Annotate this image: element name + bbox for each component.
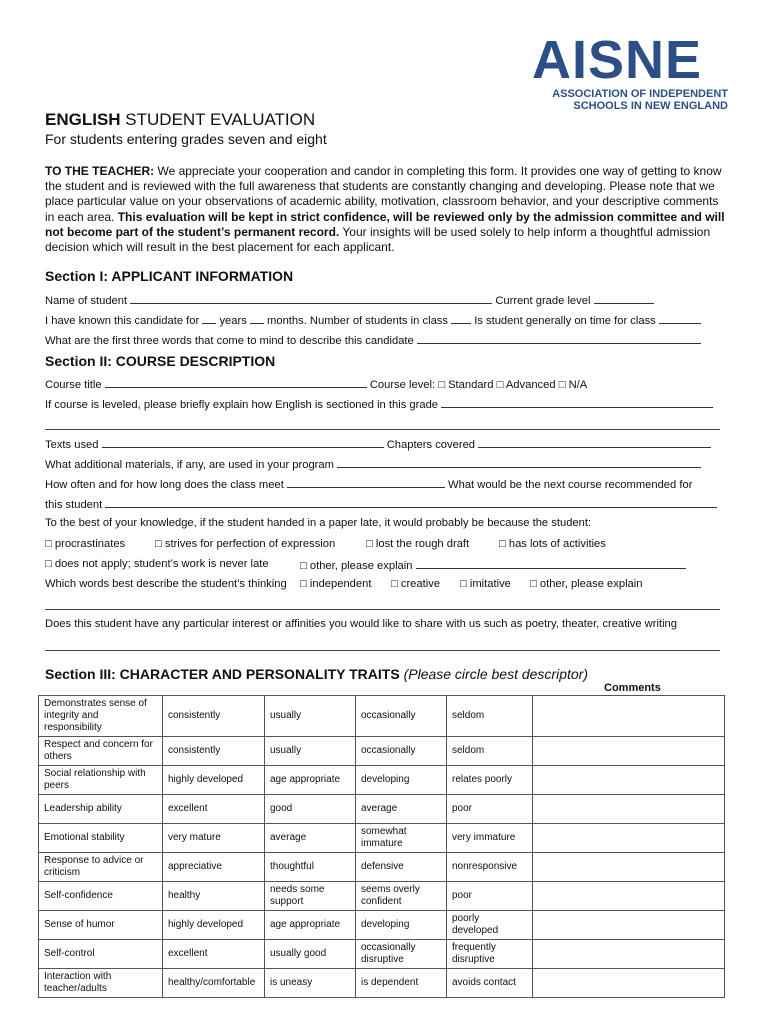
- trait-label: Self-control: [39, 940, 163, 969]
- years-field[interactable]: [202, 313, 216, 324]
- trait-descriptor[interactable]: occasionally: [356, 696, 447, 737]
- section-2-heading: Section II: COURSE DESCRIPTION: [45, 353, 276, 369]
- trait-descriptor[interactable]: developing: [356, 766, 447, 795]
- trait-descriptor[interactable]: thoughtful: [265, 853, 356, 882]
- comments-cell[interactable]: [533, 911, 725, 940]
- trait-descriptor[interactable]: occasionally: [356, 737, 447, 766]
- trait-descriptor[interactable]: highly developed: [163, 766, 265, 795]
- section-1-heading: Section I: APPLICANT INFORMATION: [45, 268, 294, 284]
- thinking-option[interactable]: □ other, please explain: [530, 578, 643, 590]
- class-size-field[interactable]: [451, 313, 471, 324]
- trait-label: Leadership ability: [39, 795, 163, 824]
- trait-descriptor[interactable]: consistently: [163, 737, 265, 766]
- trait-descriptor[interactable]: very mature: [163, 824, 265, 853]
- on-time-field[interactable]: [659, 313, 701, 324]
- trait-label: Emotional stability: [39, 824, 163, 853]
- teacher-instructions: TO THE TEACHER: We appreciate your cooperation and candor in completing this form. It provides one way of getting to know the student and is reviewed with the full awareness that students are constantly changing and developing. Please note that we place particular value on your observations of academic ability, motivation, classroom behavior, and your descriptive comments in each area. This evaluation will be kept in strict confidence, will be reviewed only by the admission committee and will not become part of the student’s permanent record. Your insights will be used solely to help inform a thoughtful admission decision which will result in the best placement for each applicant.: [45, 164, 725, 255]
- comments-cell[interactable]: [533, 882, 725, 911]
- aisne-logo: AISNE: [532, 30, 703, 90]
- table-row: [39, 882, 725, 911]
- trait-descriptor[interactable]: needs some support: [265, 882, 356, 911]
- interests-question: Does this student have any particular interest or affinities you would like to share with us such as poetry, theater, creative writing: [45, 618, 677, 630]
- comments-cell[interactable]: [533, 940, 725, 969]
- table-row: [39, 795, 725, 824]
- traits-table: [38, 695, 725, 998]
- comments-cell[interactable]: [533, 696, 725, 737]
- course-title-field[interactable]: [105, 377, 367, 388]
- grade-level-field[interactable]: [594, 293, 654, 304]
- table-row: [39, 696, 725, 737]
- trait-descriptor[interactable]: poor: [447, 882, 533, 911]
- comments-cell[interactable]: [533, 853, 725, 882]
- trait-label: Social relationship with peers: [39, 766, 163, 795]
- three-words-row: What are the first three words that come to mind to describe this candidate: [45, 333, 701, 347]
- section-3-heading: Section III: CHARACTER AND PERSONALITY TRAITS (Please circle best descriptor): [45, 666, 588, 682]
- known-row: I have known this candidate for years months. Number of students in class Is student generally on time for class: [45, 313, 701, 327]
- logo-subtitle-line2: SCHOOLS IN NEW ENGLAND: [573, 100, 728, 112]
- table-row: [39, 911, 725, 940]
- trait-descriptor[interactable]: relates poorly: [447, 766, 533, 795]
- trait-descriptor[interactable]: highly developed: [163, 911, 265, 940]
- thinking-option[interactable]: □ imitative: [460, 578, 511, 590]
- trait-descriptor[interactable]: healthy: [163, 882, 265, 911]
- trait-descriptor[interactable]: poor: [447, 795, 533, 824]
- late-question: To the best of your knowledge, if the student handed in a paper late, it would probably be because the student:: [45, 517, 592, 529]
- comments-cell[interactable]: [533, 824, 725, 853]
- texts-row: Texts used Chapters covered: [45, 437, 711, 451]
- comments-header: Comments: [604, 682, 661, 694]
- trait-descriptor[interactable]: occasionally disruptive: [356, 940, 447, 969]
- late-option[interactable]: □ does not apply; student’s work is never late: [45, 558, 269, 570]
- table-row: [39, 853, 725, 882]
- trait-descriptor[interactable]: is uneasy: [265, 969, 356, 998]
- trait-descriptor[interactable]: very immature: [447, 824, 533, 853]
- how-often-field[interactable]: [287, 477, 445, 488]
- late-option[interactable]: □ strives for perfection of expression: [155, 538, 336, 550]
- trait-label: Interaction with teacher/adults: [39, 969, 163, 998]
- table-row: [39, 940, 725, 969]
- trait-descriptor[interactable]: age appropriate: [265, 766, 356, 795]
- trait-descriptor[interactable]: good: [265, 795, 356, 824]
- trait-descriptor[interactable]: age appropriate: [265, 911, 356, 940]
- comments-cell[interactable]: [533, 969, 725, 998]
- course-level-options[interactable]: Course level: □ Standard □ Advanced □ N/A: [369, 379, 588, 391]
- trait-label: Self-confidence: [39, 882, 163, 911]
- course-row: Course title Course level: □ Standard □ Advanced □ N/A: [45, 379, 588, 391]
- chapters-field[interactable]: [478, 437, 711, 448]
- three-words-field[interactable]: [417, 333, 701, 344]
- trait-descriptor[interactable]: poorly developed: [447, 911, 533, 940]
- student-name-row: Name of student Current grade level: [45, 293, 654, 307]
- trait-label: Sense of humor: [39, 911, 163, 940]
- comments-cell[interactable]: [533, 795, 725, 824]
- trait-label: Response to advice or criticism: [39, 853, 163, 882]
- thinking-option[interactable]: □ creative: [391, 578, 441, 590]
- logo-subtitle-line1: ASSOCIATION OF INDEPENDENT: [552, 88, 728, 100]
- texts-field[interactable]: [102, 437, 384, 448]
- trait-descriptor[interactable]: usually: [265, 696, 356, 737]
- late-option[interactable]: □ other, please explain: [300, 560, 413, 572]
- trait-descriptor[interactable]: excellent: [163, 795, 265, 824]
- trait-descriptor[interactable]: usually good: [265, 940, 356, 969]
- comments-cell[interactable]: [533, 737, 725, 766]
- trait-label: Demonstrates sense of integrity and responsibility: [39, 696, 163, 737]
- table-row: [39, 969, 725, 998]
- trait-descriptor[interactable]: average: [265, 824, 356, 853]
- trait-descriptor[interactable]: usually: [265, 737, 356, 766]
- late-option[interactable]: □ has lots of activities: [499, 538, 606, 550]
- trait-descriptor[interactable]: seldom: [447, 737, 533, 766]
- trait-descriptor[interactable]: somewhat immature: [356, 824, 447, 853]
- leveled-field[interactable]: [441, 397, 713, 408]
- materials-field[interactable]: [337, 457, 701, 468]
- thinking-option[interactable]: □ independent: [300, 578, 372, 590]
- late-option[interactable]: □ procrastinates: [45, 538, 126, 550]
- next-course-field[interactable]: [105, 497, 717, 508]
- trait-descriptor[interactable]: developing: [356, 911, 447, 940]
- trait-descriptor[interactable]: average: [356, 795, 447, 824]
- answer-line[interactable]: [45, 429, 720, 430]
- trait-descriptor[interactable]: nonresponsive: [447, 853, 533, 882]
- trait-descriptor[interactable]: seems overly confident: [356, 882, 447, 911]
- trait-descriptor[interactable]: defensive: [356, 853, 447, 882]
- trait-descriptor[interactable]: consistently: [163, 696, 265, 737]
- table-row: [39, 766, 725, 795]
- how-often-row: How often and for how long does the class meet What would be the next course recommended for: [45, 479, 693, 491]
- trait-descriptor[interactable]: seldom: [447, 696, 533, 737]
- trait-descriptor[interactable]: healthy/comfortable: [163, 969, 265, 998]
- late-option[interactable]: □ lost the rough draft: [366, 538, 470, 550]
- months-field[interactable]: [250, 313, 264, 324]
- table-row: [39, 824, 725, 853]
- materials-row: What additional materials, if any, are used in your program: [45, 457, 701, 471]
- late-other-row: [300, 558, 686, 572]
- trait-descriptor[interactable]: avoids contact: [447, 969, 533, 998]
- trait-descriptor[interactable]: is dependent: [356, 969, 447, 998]
- page-subtitle: For students entering grades seven and eight: [45, 131, 327, 147]
- trait-descriptor[interactable]: frequently disruptive: [447, 940, 533, 969]
- this-student-row: this student: [45, 497, 717, 511]
- comments-cell[interactable]: [533, 766, 725, 795]
- thinking-label: Which words best describe the student’s thinking: [45, 578, 287, 590]
- answer-line[interactable]: [45, 609, 720, 610]
- late-explain-field[interactable]: [416, 558, 686, 569]
- trait-descriptor[interactable]: excellent: [163, 940, 265, 969]
- answer-line[interactable]: [45, 650, 720, 651]
- page-title: ENGLISH STUDENT EVALUATION: [45, 110, 316, 129]
- leveled-row: If course is leveled, please briefly explain how English is sectioned in this grade: [45, 397, 713, 411]
- student-name-field[interactable]: [130, 293, 492, 304]
- trait-descriptor[interactable]: appreciative: [163, 853, 265, 882]
- trait-label: Respect and concern for others: [39, 737, 163, 766]
- table-row: [39, 737, 725, 766]
